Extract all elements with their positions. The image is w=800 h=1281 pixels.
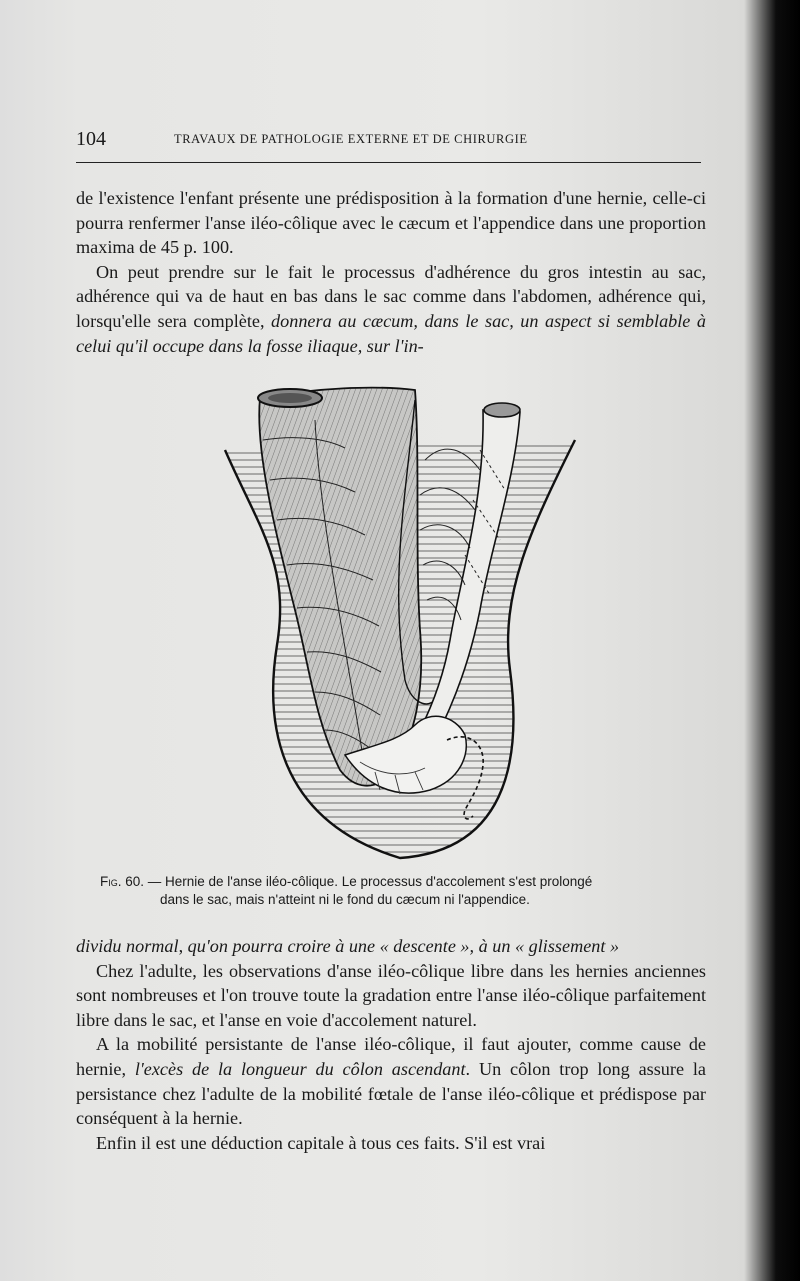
page-number: 104 [76, 128, 106, 150]
continuation-italic-2: qu'on pourra croire à une « descente », à un « glissement » [187, 936, 620, 956]
caption-line-2: dans le sac, mais n'atteint ni le fond du cæcum ni l'appendice. [160, 892, 530, 907]
continuation-italic-1: dividu normal [76, 936, 179, 956]
paragraph-5 [76, 1131, 706, 1156]
paragraph-2-italic: donnera au cæcum, dans le sac, un aspect si semblable à celui qu'il occupe dans la fosse iliaque, sur l'in- [76, 310, 706, 356]
paragraph-4-italic: l'excès de la longueur du côlon ascendant [134, 1058, 466, 1079]
paragraph-4 [76, 1032, 706, 1130]
header-rule [76, 162, 701, 163]
paragraph-3-text: Chez l'adulte, les observations d'anse iléo-côlique libre dans les hernies anciennes sont nombreuses et l'on trouve toute la gradation entre l'anse iléo-côlique parfaitement libre dans le sac, et l'anse en voie d'accolement naturel. [76, 960, 706, 1030]
page-header [76, 128, 700, 154]
running-title: TRAVAUX DE PATHOLOGIE EXTERNE ET DE CHIRURGIE [174, 132, 528, 146]
ileum-opening [484, 403, 520, 417]
paragraph-2 [76, 260, 706, 358]
figure-label: Fig. 60. [100, 874, 145, 889]
paragraph-4-text-end: . Un côlon trop long assure la persistance chez l'adulte de la mobilité fœtale de l'anse iléo-côlique et prédispose par conséquent à la hernie. [76, 1058, 706, 1129]
text-block-bottom [76, 934, 706, 1155]
caption-text-1: — Hernie de l'anse iléo-côlique. Le processus d'accolement s'est prolongé [144, 874, 593, 889]
continuation-line [76, 934, 706, 959]
figure-caption [100, 873, 720, 909]
caption-line-1 [100, 873, 720, 891]
continuation-text: , [178, 936, 188, 956]
paragraph-1-text: de l'existence l'enfant présente une prédisposition à la formation d'une hernie, celle-ci pourra renfermer l'anse iléo-côlique avec le cæcum et l'appendice dans une proportion maxima de 45 p. 100. [76, 188, 706, 258]
paragraph-1 [76, 186, 706, 260]
paragraph-3 [76, 959, 706, 1033]
paragraph-4-text-start: A la mobilité persistante de l'anse iléo-côlique, il faut ajouter, comme cause de hernie, [76, 1034, 706, 1079]
figure-60-illustration [215, 380, 585, 865]
paragraph-5-text: Enfin il est une déduction capitale à tous ces faits. S'il est vrai [96, 1132, 546, 1153]
text-block-top [76, 186, 706, 358]
paragraph-2-text: On peut prendre sur le fait le processus d'adhérence du gros intestin au sac, adhérence qui va de haut en bas dans le sac comme dans l'abdomen, adhérence qui, lorsqu'elle sera complète, [76, 261, 706, 331]
